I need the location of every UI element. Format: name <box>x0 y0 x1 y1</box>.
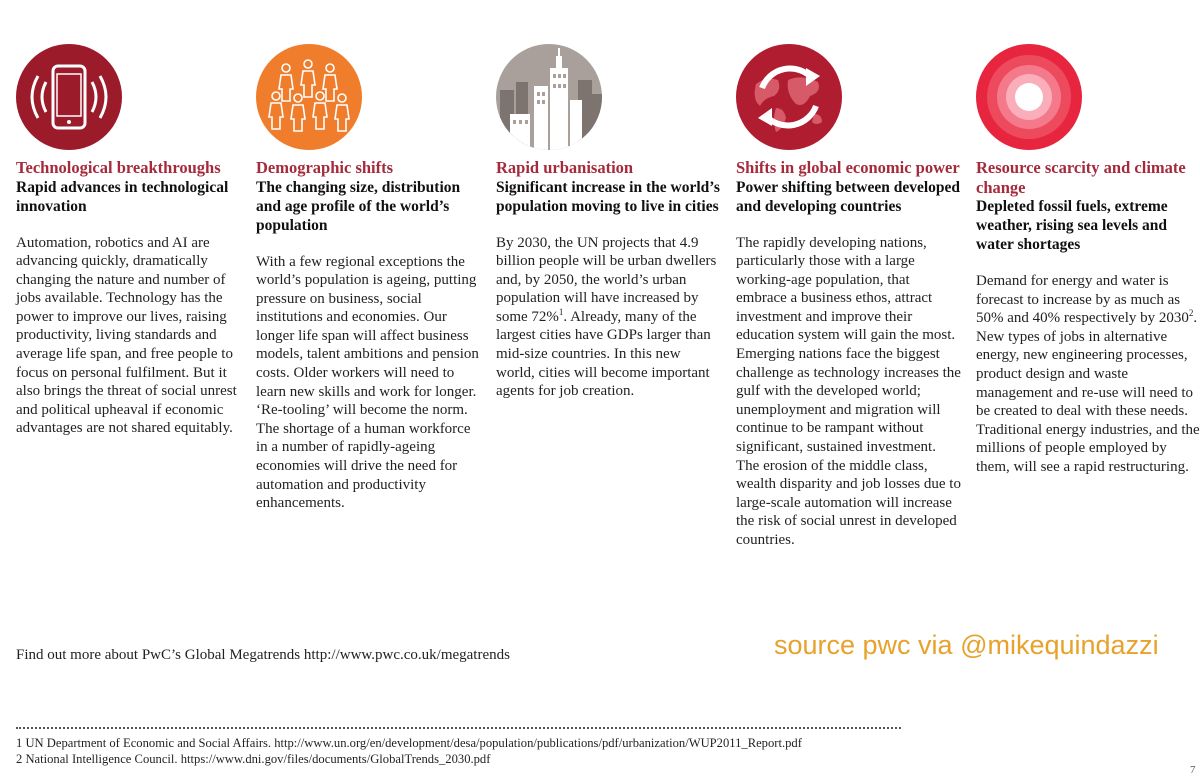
trend-subtitle: Significant increase in the world’s population moving to live in cities <box>496 178 720 215</box>
footnote-2: 2 National Intelligence Council. https://www.dni.gov/files/documents/GlobalTrends_2030.pdf <box>16 752 491 766</box>
megatrend-urbanisation <box>496 44 722 401</box>
trend-title: Demographic shifts <box>256 158 394 177</box>
trend-title: Technological breakthroughs <box>16 158 221 177</box>
trend-title: Resource scarcity and climate change <box>976 158 1186 197</box>
megatrend-resources <box>976 44 1200 477</box>
megatrend-technology <box>16 44 242 438</box>
trend-subtitle: Power shifting between developed and developing countries <box>736 178 961 215</box>
body-text: Demand for energy and water is forecast to increase by as much as 50% and 40% respectively by 2030 <box>976 273 1189 327</box>
find-out-more-link[interactable]: Find out more about PwC’s Global Megatrends http://www.pwc.co.uk/megatrends <box>16 647 510 663</box>
trend-subtitle: Rapid advances in technological innovation <box>16 178 229 215</box>
smartphone-signal-icon <box>16 44 122 150</box>
body-text: . New types of jobs in alternative energy, new engineering processes, product design and waste management and re-use will need to be created to deal with these needs. Traditional energy industries, and the millions of people employed by them, will see a rapid restructuring. <box>976 310 1200 475</box>
source-credit: source pwc via @mikequindazzi <box>774 630 1159 660</box>
globe-arrows-icon <box>736 44 842 150</box>
body-text: By 2030, the UN projects that 4.9 billion people will be urban dwellers and, by 2050, the world’s urban population will have increased by some 72% <box>496 234 717 325</box>
trend-body <box>976 272 1200 477</box>
trend-title: Shifts in global economic power <box>736 158 960 177</box>
megatrend-demographics <box>256 44 482 513</box>
trend-title: Rapid urbanisation <box>496 158 634 177</box>
target-rings-icon <box>976 44 1082 150</box>
body-text: . Already, many of the largest cities have GDPs larger than mid-size countries. In this new world, cities will become important agents for job creation. <box>496 308 711 400</box>
trend-body <box>496 234 722 401</box>
city-skyline-icon <box>496 44 602 150</box>
megatrend-economic-power <box>736 44 962 550</box>
footnote-1: 1 UN Department of Economic and Social Affairs. http://www.un.org/en/development/desa/population/publications/pdf/urbanization/WUP2011_Report.pdf <box>16 736 802 750</box>
trend-subtitle: Depleted fossil fuels, extreme weather, rising sea levels and water shortages <box>976 198 1168 253</box>
trend-body: Automation, robotics and AI are advancing quickly, dramatically changing the nature and number of jobs available. Technology has the power to improve our lives, raising productivity, living standards and average life span, and free people to focus on personal fulfilment. But it also brings the threat of social unrest and political upheaval if economic advantages are not shared equitably. <box>16 234 237 437</box>
trend-body: With a few regional exceptions the world’s population is ageing, putting pressure on business, social institutions and economies. Our longer life span will affect business models, talent ambitions and pension costs. Older workers will need to learn new skills and work for longer. ‘Re-tooling’ will become the norm. The shortage of a human workforce in a number of rapidly-ageing economies will drive the need for automation and productivity enhancements. <box>256 253 479 512</box>
footnote-ref: 2 <box>1188 308 1194 319</box>
trend-body: The rapidly developing nations, particularly those with a large working-age population, that embrace a business ethos, attract investment and improve their education system will gain the most. Emerging nations face the biggest challenge as technology increases the gulf with the developed world; unemployment and migration will continue to be rampant without significant, sustained investment. The erosion of the middle class, wealth disparity and job losses due to large-scale automation will increase the risk of social unrest in developed countries. <box>736 234 961 548</box>
page-number: 7 <box>1190 764 1196 776</box>
trend-subtitle: The changing size, distribution and age profile of the world’s population <box>256 178 461 234</box>
footnote-ref: 1 <box>558 306 564 317</box>
footnote-divider <box>16 727 901 729</box>
people-group-icon <box>256 44 362 150</box>
